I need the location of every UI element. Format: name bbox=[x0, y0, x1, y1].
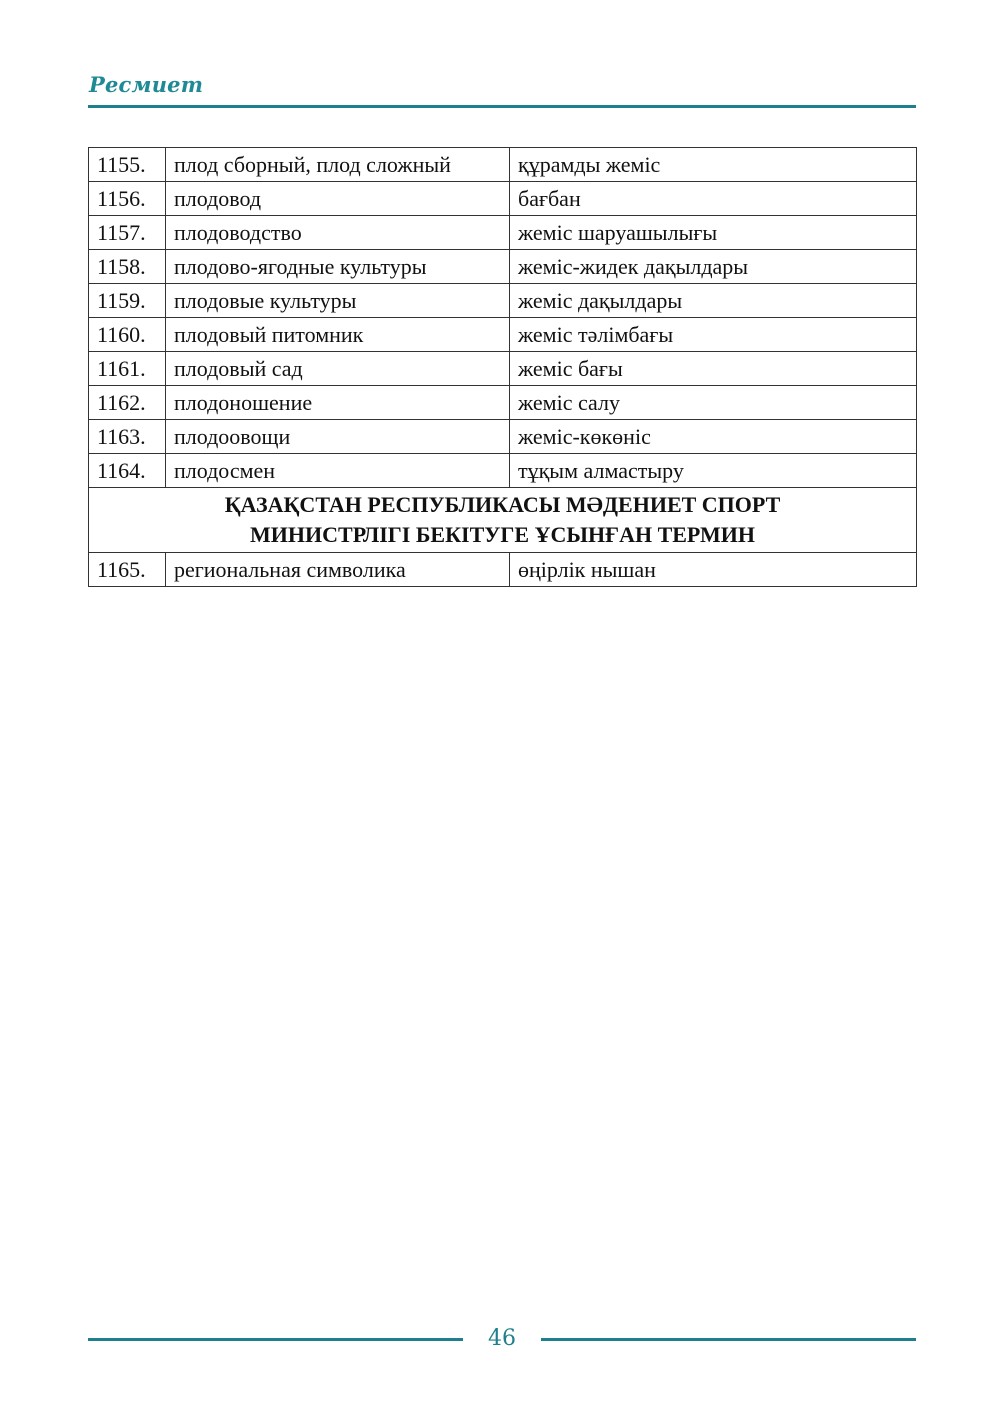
term-russian: плодовод bbox=[166, 182, 510, 216]
term-kazakh: бағбан bbox=[510, 182, 917, 216]
table-row bbox=[89, 250, 917, 284]
term-russian: плодово-ягодные культуры bbox=[166, 250, 510, 284]
table-row bbox=[89, 216, 917, 250]
term-number: 1161. bbox=[89, 352, 166, 386]
footer-rule-left bbox=[88, 1338, 463, 1341]
term-number: 1155. bbox=[89, 148, 166, 182]
table-row bbox=[89, 284, 917, 318]
term-kazakh: жеміс бағы bbox=[510, 352, 917, 386]
term-kazakh: жеміс тәлімбағы bbox=[510, 318, 917, 352]
table-row bbox=[89, 318, 917, 352]
table-row bbox=[89, 148, 917, 182]
term-russian: плодоношение bbox=[166, 386, 510, 420]
term-number: 1158. bbox=[89, 250, 166, 284]
term-number: 1163. bbox=[89, 420, 166, 454]
section-heading bbox=[89, 488, 917, 553]
header-rule bbox=[88, 105, 916, 108]
term-russian: плодосмен bbox=[166, 454, 510, 488]
table-row bbox=[89, 553, 917, 587]
term-number: 1157. bbox=[89, 216, 166, 250]
footer-rule-right bbox=[541, 1338, 916, 1341]
term-kazakh: өңірлік нышан bbox=[510, 553, 917, 587]
term-kazakh: жеміс салу bbox=[510, 386, 917, 420]
table-row bbox=[89, 454, 917, 488]
table-row bbox=[89, 352, 917, 386]
table-row bbox=[89, 386, 917, 420]
term-russian: плод сборный, плод сложный bbox=[166, 148, 510, 182]
term-number: 1160. bbox=[89, 318, 166, 352]
term-kazakh: тұқым алмастыру bbox=[510, 454, 917, 488]
term-kazakh: жеміс дақылдары bbox=[510, 284, 917, 318]
running-header-title: Ресмиет bbox=[89, 72, 204, 97]
section-heading-row bbox=[89, 488, 917, 553]
term-kazakh: жеміс-жидек дақылдары bbox=[510, 250, 917, 284]
table-row bbox=[89, 420, 917, 454]
term-number: 1156. bbox=[89, 182, 166, 216]
section-heading-line-2: МИНИСТРЛІГІ БЕКІТУГЕ ҰСЫНҒАН ТЕРМИН bbox=[250, 522, 755, 547]
page-number: 46 bbox=[488, 1326, 516, 1351]
term-number: 1164. bbox=[89, 454, 166, 488]
term-russian: плодоводство bbox=[166, 216, 510, 250]
term-russian: плодовый питомник bbox=[166, 318, 510, 352]
term-number: 1165. bbox=[89, 553, 166, 587]
term-kazakh: жеміс шаруашылығы bbox=[510, 216, 917, 250]
term-number: 1159. bbox=[89, 284, 166, 318]
terms-table bbox=[88, 147, 917, 587]
term-russian: плодоовощи bbox=[166, 420, 510, 454]
term-kazakh: құрамды жеміс bbox=[510, 148, 917, 182]
term-russian: плодовый сад bbox=[166, 352, 510, 386]
table-row bbox=[89, 182, 917, 216]
term-russian: региональная символика bbox=[166, 553, 510, 587]
term-kazakh: жеміс-көкөніс bbox=[510, 420, 917, 454]
term-number: 1162. bbox=[89, 386, 166, 420]
term-russian: плодовые культуры bbox=[166, 284, 510, 318]
section-heading-line-1: ҚАЗАҚСТАН РЕСПУБЛИКАСЫ МӘДЕНИЕТ СПОРТ bbox=[224, 492, 781, 517]
